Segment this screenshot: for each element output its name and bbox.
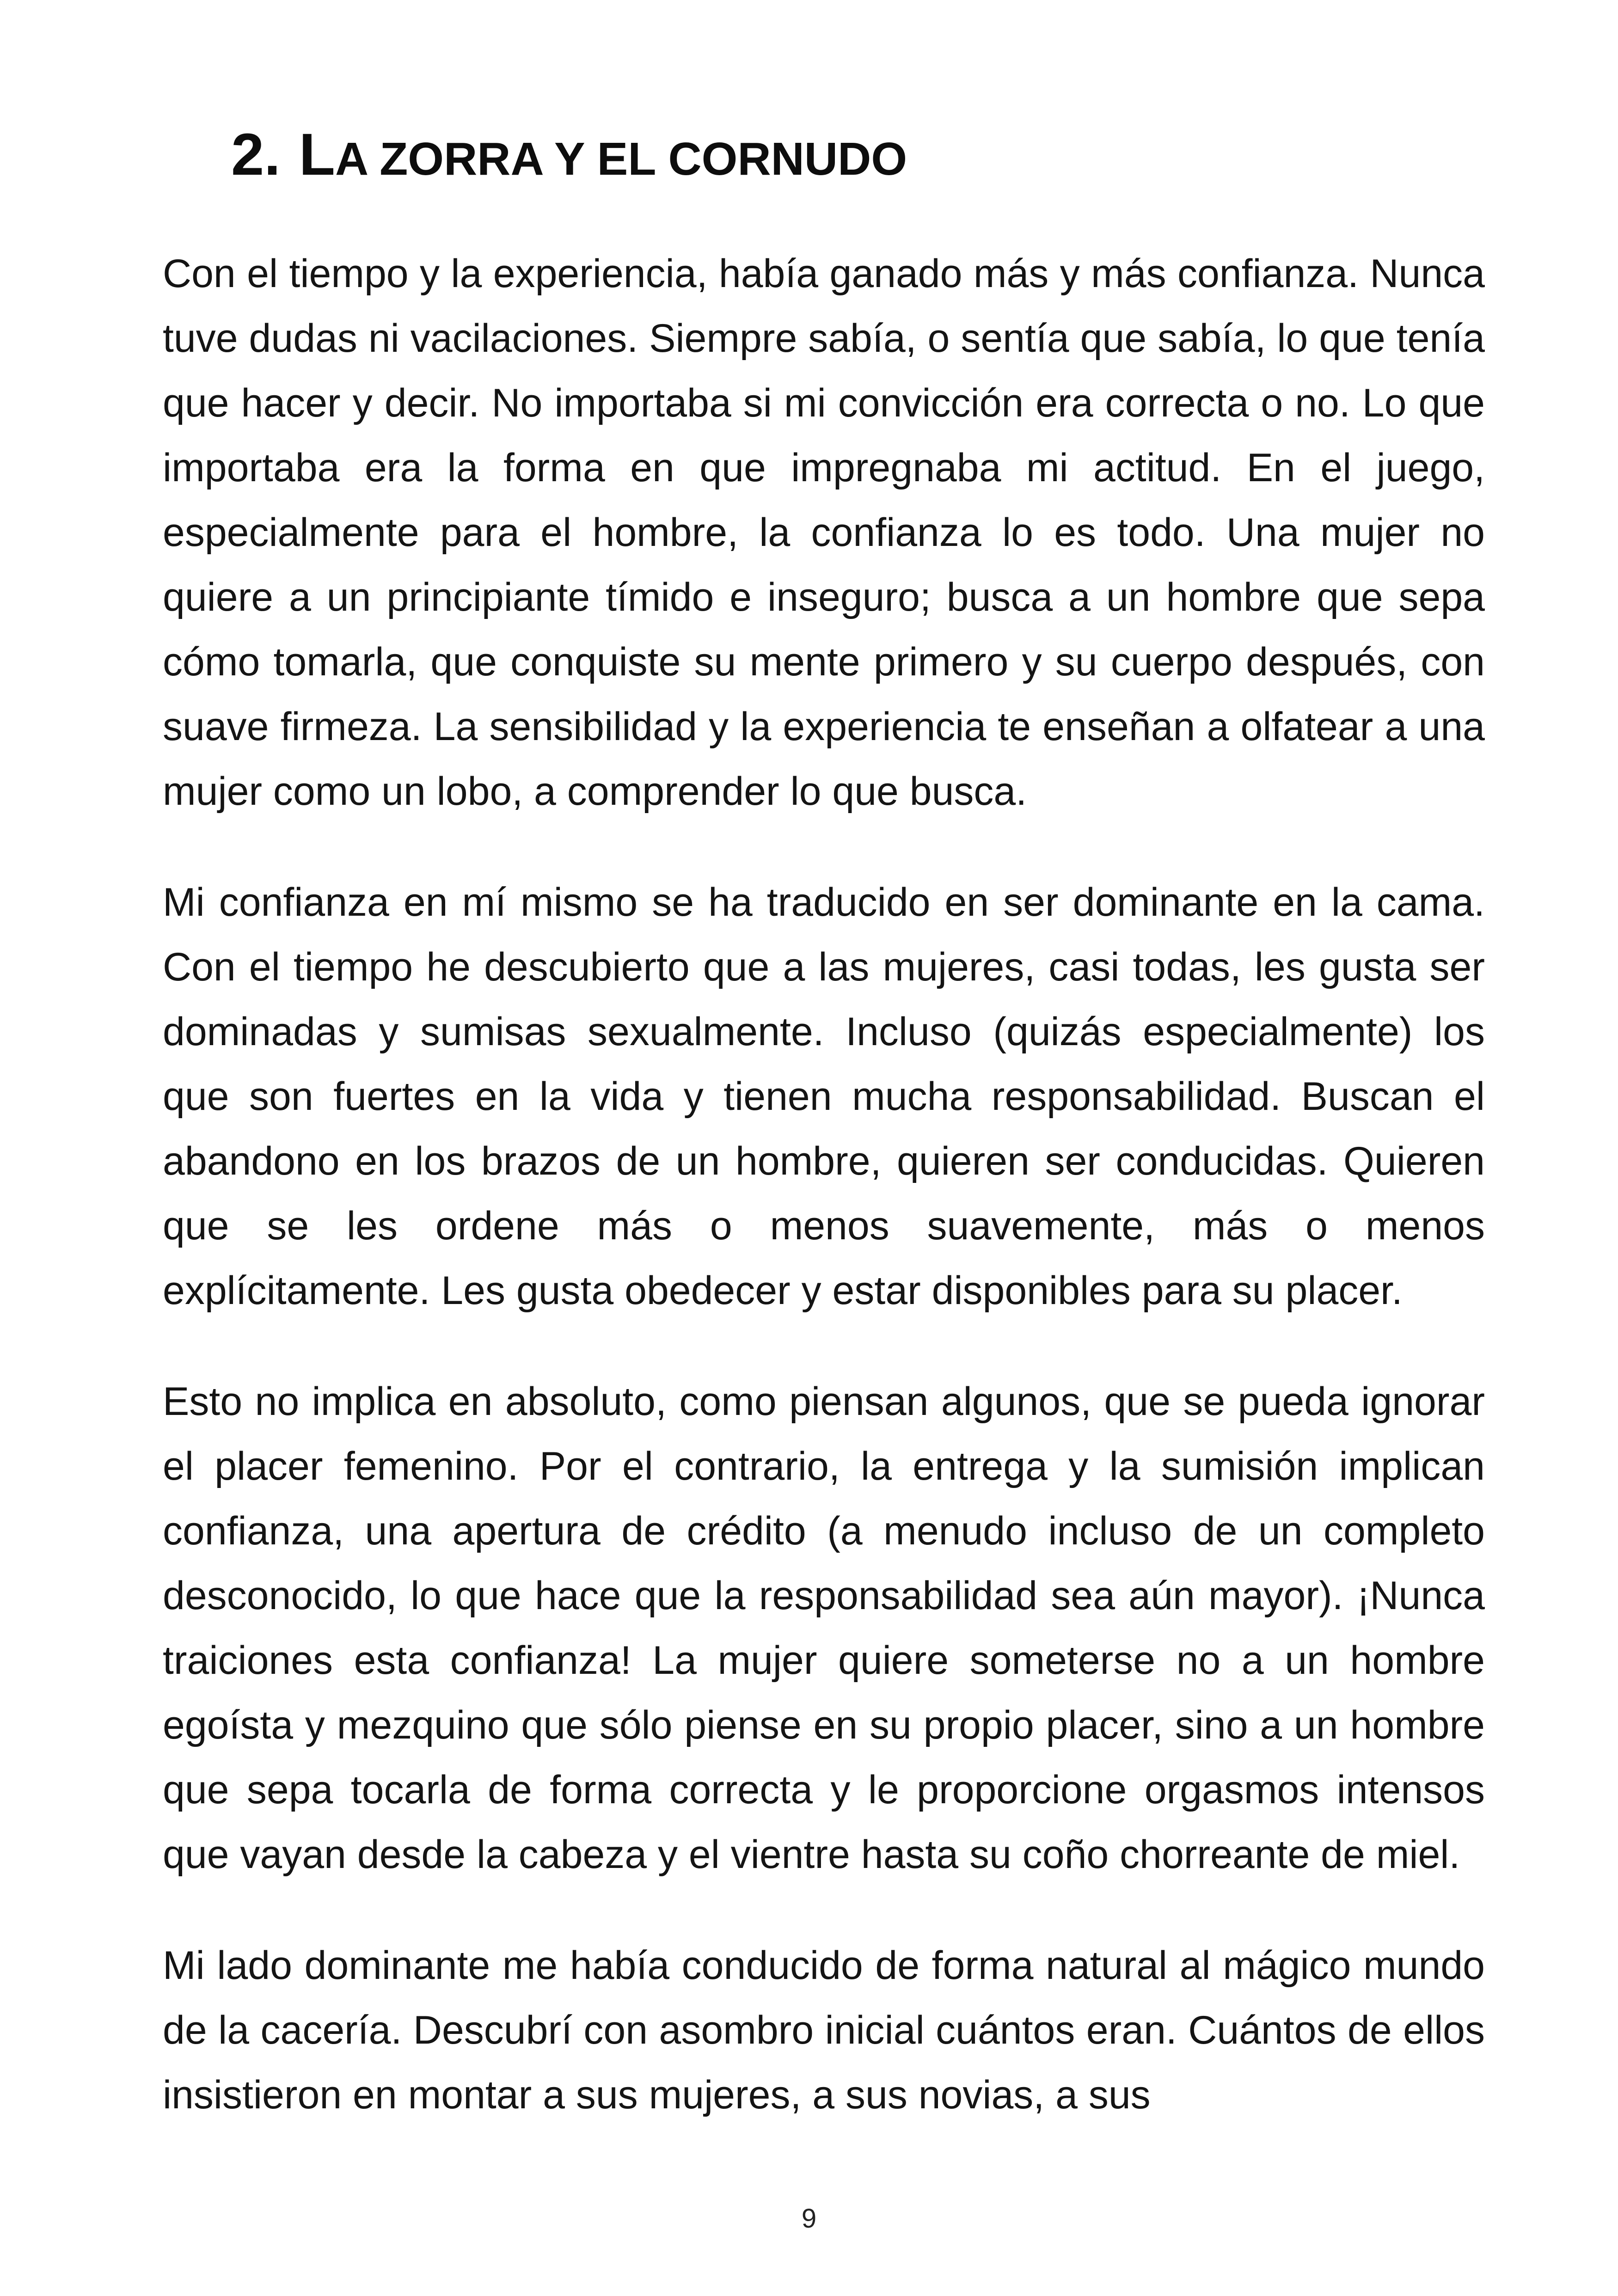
chapter-title [231, 118, 907, 196]
paragraph-1: Con el tiempo y la experiencia, había ganado más y más confianza. Nunca tuve dudas ni vacilaciones. Siempre sabía, o sentía que sabía, lo que tenía que hacer y decir. No importaba si mi convicción era correcta o no. Lo que importaba era la forma en que impregnaba mi actitud. En el juego, especialmente para el hombre, la confianza lo es todo. Una mujer no quiere a un principiante tímido e inseguro; busca a un hombre que sepa cómo tomarla, que conquiste su mente primero y su cuerpo después, con suave firmeza. La sensibilidad y la experiencia te enseñan a olfatear a una mujer como un lobo, a comprender lo que busca. [163, 251, 1485, 814]
chapter-number: 2. [231, 122, 281, 188]
paragraph-2: Mi confianza en mí mismo se ha traducido en ser dominante en la cama. Con el tiempo he descubierto que a las mujeres, casi todas, les gusta ser dominadas y sumisas sexualmente. Incluso (quizás especialmente) los que son fuertes en la vida y tienen mucha responsabilidad. Buscan el abandono en los brazos de un hombre, quieren ser conducidas. Quieren que se les ordene más o menos suavemente, más o menos explícitamente. Les gusta obedecer y estar disponibles para su placer. [163, 880, 1485, 1313]
chapter-title-initial: L [299, 122, 335, 188]
page-number: 9 [801, 2204, 817, 2234]
body-text [163, 241, 1485, 2174]
chapter-title-rest: A ZORRA Y EL CORNUDO [335, 133, 907, 185]
paragraph-4: Mi lado dominante me había conducido de forma natural al mágico mundo de la cacería. Descubrí con asombro inicial cuántos eran. Cuántos de ellos insistieron en montar a sus mujeres, a sus novias, a sus [163, 1943, 1485, 2117]
paragraph-3: Esto no implica en absoluto, como piensan algunos, que se pueda ignorar el placer femenino. Por el contrario, la entrega y la sumisión implican confianza, una apertura de crédito (a menudo incluso de un completo desconocido, lo que hace que la responsabilidad sea aún mayor). ¡Nunca traiciones esta confianza! La mujer quiere someterse no a un hombre egoísta y mezquino que sólo piense en su propio placer, sino a un hombre que sepa tocarla de forma correcta y le proporcione orgasmos intensos que vayan desde la cabeza y el vientre hasta su coño chorreante de miel. [163, 1379, 1485, 1877]
